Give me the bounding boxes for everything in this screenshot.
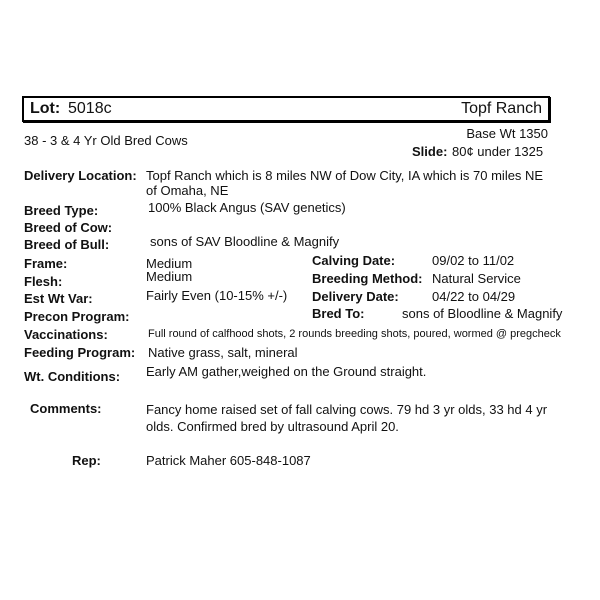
delivery-location-label: Delivery Location: — [24, 168, 137, 183]
lot-header — [22, 96, 550, 122]
wt-conditions-label: Wt. Conditions: — [24, 369, 121, 384]
feeding-program-value: Native grass, salt, mineral — [148, 345, 298, 360]
calving-date-label: Calving Date: — [312, 253, 396, 268]
flesh-label: Flesh: — [24, 274, 63, 289]
lot-number: 5018c — [68, 100, 112, 117]
slide-value: 80¢ under 1325 — [452, 144, 544, 159]
ranch-name: Topf Ranch — [461, 100, 542, 117]
lot-description: 38 - 3 & 4 Yr Old Bred Cows — [24, 133, 188, 148]
breed-type-value: 100% Black Angus (SAV genetics) — [148, 200, 346, 215]
breed-of-cow-label: Breed of Cow: — [24, 220, 113, 235]
frame-value: Medium — [146, 256, 193, 271]
precon-program-label: Precon Program: — [24, 309, 130, 324]
slide-label: Slide: — [412, 144, 448, 159]
lot-label: Lot: — [30, 100, 61, 117]
breeding-method-value: Natural Service — [432, 271, 521, 286]
frame-label: Frame: — [24, 256, 68, 271]
delivery-location-value: Topf Ranch which is 8 miles NW of Dow City, IA which is 70 miles NE of Omaha, NE — [146, 168, 544, 198]
bred-to-label: Bred To: — [312, 306, 365, 321]
vaccinations-label: Vaccinations: — [24, 327, 108, 342]
vaccinations-value: Full round of calfhood shots, 2 rounds breeding shots, poured, wormed @ pregcheck — [148, 328, 561, 340]
feeding-program-label: Feeding Program: — [24, 345, 136, 360]
breed-of-bull-label: Breed of Bull: — [24, 237, 110, 252]
comments-label: Comments: — [30, 401, 102, 416]
rep-label: Rep: — [72, 453, 101, 468]
breed-of-bull-value: sons of SAV Bloodline & Magnify — [150, 234, 340, 249]
breeding-method-label: Breeding Method: — [312, 271, 423, 286]
rep-value: Patrick Maher 605-848-1087 — [146, 453, 311, 468]
est-wt-var-value: Fairly Even (10-15% +/-) — [146, 288, 288, 303]
flesh-value: Medium — [146, 269, 193, 284]
base-weight: Base Wt 1350 — [466, 126, 548, 141]
breed-type-label: Breed Type: — [24, 203, 99, 218]
bred-to-value: sons of Bloodline & Magnify — [402, 306, 563, 321]
comments-value: Fancy home raised set of fall calving cows. 79 hd 3 yr olds, 33 hd 4 yr olds. Confirmed bred by ultrasound April 20. — [146, 402, 548, 434]
delivery-date-value: 04/22 to 04/29 — [432, 289, 516, 304]
est-wt-var-label: Est Wt Var: — [24, 291, 93, 306]
calving-date-value: 09/02 to 11/02 — [432, 253, 515, 268]
delivery-date-label: Delivery Date: — [312, 289, 399, 304]
wt-conditions-value: Early AM gather,weighed on the Ground straight. — [146, 364, 427, 379]
